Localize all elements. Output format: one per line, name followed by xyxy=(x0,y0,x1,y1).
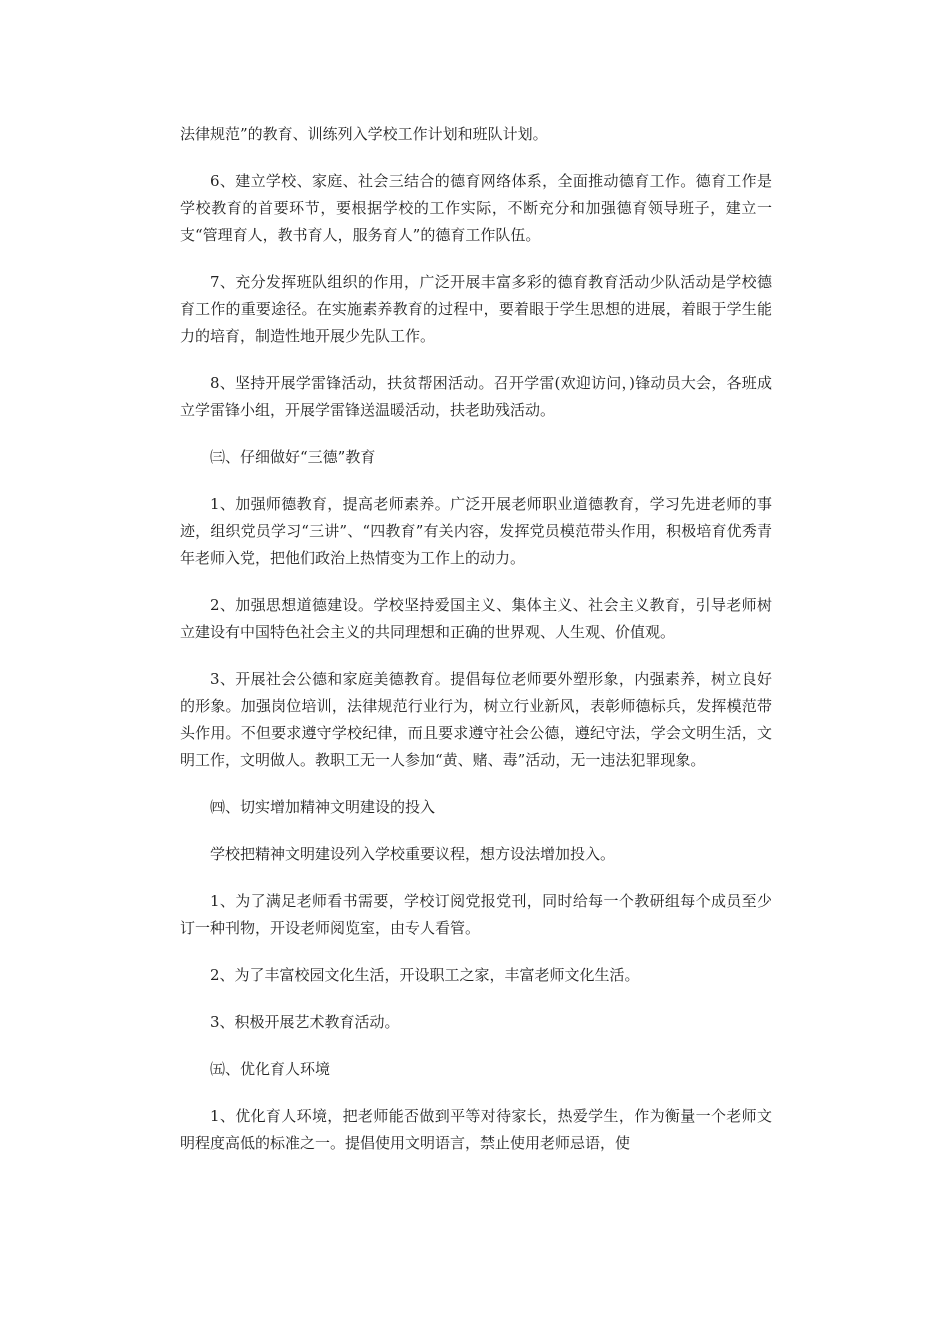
paragraph: 学校把精神文明建设列入学校重要议程，想方设法增加投入。 xyxy=(210,845,616,863)
paragraph: 1、加强师德教育，提高老师素养。广泛开展老师职业道德教育，学习先进老师的事迹，组织党员学习“三讲”、“四教育”有关内容，发挥党员模范带头作用，积极培育优秀青年老师入党，把他们政治上热情变为工作上的动力。 xyxy=(180,495,772,567)
section-heading: ㈢、仔细做好“三德”教育 xyxy=(210,448,376,466)
section-heading: ㈤、优化育人环境 xyxy=(210,1060,331,1078)
paragraph: 法律规范”的教育、训练列入学校工作计划和班队计划。 xyxy=(180,125,548,143)
paragraph: 2、加强思想道德建设。学校坚持爱国主义、集体主义、社会主义教育，引导老师树立建设有中国特色社会主义的共同理想和正确的世界观、人生观、价值观。 xyxy=(180,596,772,641)
paragraph: 7、充分发挥班队组织的作用，广泛开展丰富多彩的德育教育活动少队活动是学校德育工作的重要途径。在实施素养教育的过程中，要着眼于学生思想的进展，着眼于学生能力的培育，制造性地开展少先队工作。 xyxy=(180,273,772,345)
section-heading: ㈣、切实增加精神文明建设的投入 xyxy=(210,798,436,816)
document-body xyxy=(180,121,772,1177)
paragraph: 3、积极开展艺术教育活动。 xyxy=(210,1013,400,1031)
paragraph: 8、坚持开展学雷锋活动，扶贫帮困活动。召开学雷(欢迎访问，)锋动员大会，各班成立学雷锋小组，开展学雷锋送温暖活动，扶老助残活动。 xyxy=(180,374,772,419)
paragraph: 6、建立学校、家庭、社会三结合的德育网络体系，全面推动德育工作。德育工作是学校教育的首要环节，要根据学校的工作实际，不断充分和加强德育领导班子，建立一支“管理育人，教书育人，服务育人”的德育工作队伍。 xyxy=(180,172,772,244)
paragraph: 2、为了丰富校园文化生活，开设职工之家，丰富老师文化生活。 xyxy=(210,966,640,984)
paragraph: 1、优化育人环境，把老师能否做到平等对待家长，热爱学生，作为衡量一个老师文明程度高低的标准之一。提倡使用文明语言，禁止使用老师忌语，使 xyxy=(180,1107,772,1152)
paragraph: 1、为了满足老师看书需要，学校订阅党报党刊，同时给每一个教研组每个成员至少订一种刊物，开设老师阅览室，由专人看管。 xyxy=(180,892,772,937)
paragraph: 3、开展社会公德和家庭美德教育。提倡每位老师要外塑形象，内强素养，树立良好的形象。加强岗位培训，法律规范行业行为，树立行业新风，表彰师德标兵，发挥模范带头作用。不但要求遵守学校纪律，而且要求遵守社会公德，遵纪守法，学会文明生活，文明工作，文明做人。教职工无一人参加“黄、赌、毒”活动，无一违法犯罪现象。 xyxy=(180,670,772,769)
